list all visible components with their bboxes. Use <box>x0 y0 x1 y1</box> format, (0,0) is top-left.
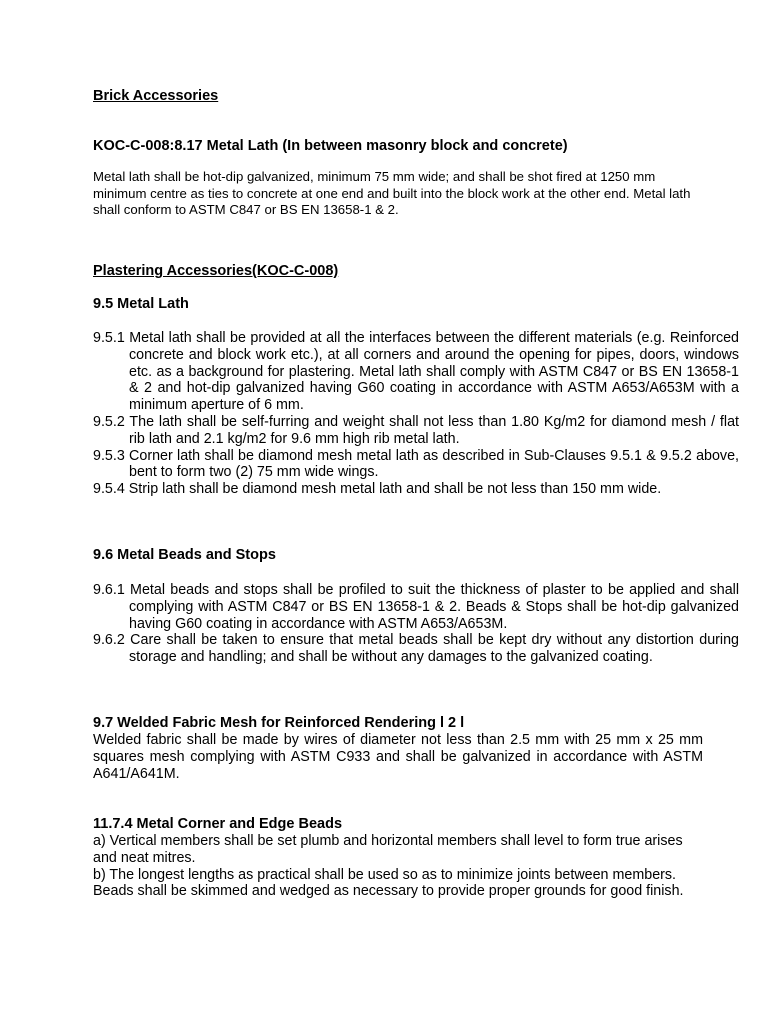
item-a: a) Vertical members shall be set plumb and horizontal members shall level to form true arises and neat mitres. <box>93 833 683 866</box>
metal-lath-koc-heading: KOC-C-008:8.17 Metal Lath (In between masonry block and concrete) <box>93 138 568 154</box>
metal-lath-koc-paragraph: Metal lath shall be hot-dip galvanized, minimum 75 mm wide; and shall be shot fired at 1250 mm minimum centre as ties to concrete at one end and built into the block work at the other end. Metal lath shall conform to ASTM C847 or BS EN 13658-1 & 2. <box>93 169 691 217</box>
section-9-6-heading: 9.6 Metal Beads and Stops <box>93 547 276 563</box>
section-11-7-4-heading: 11.7.4 Metal Corner and Edge Beads <box>93 816 343 832</box>
section-9-5-heading: 9.5 Metal Lath <box>93 296 189 312</box>
brick-accessories-heading: Brick Accessories <box>93 88 219 104</box>
section-9-6-clauses <box>93 582 739 666</box>
section-9-7-paragraph: Welded fabric shall be made by wires of diameter not less than 2.5 mm with 25 mm x 25 mm squares mesh complying with ASTM C933 and shall be galvanized in accordance with ASTM A641/A641M. <box>93 732 703 782</box>
clause-9-5-3: 9.5.3 Corner lath shall be diamond mesh metal lath as described in Sub-Clauses 9.5.1 & 9.5.2 above, bent to form two (2) 75 mm wide wings. <box>93 447 739 481</box>
clause-9-5-1: 9.5.1 Metal lath shall be provided at all the interfaces between the different materials (e.g. Reinforced concrete and block work etc.), at all corners and around the opening for pipes, doors, windows etc. as a background for plastering. Metal lath shall comply with ASTM C847 or BS EN 13658-1 & 2 and hot-dip galvanized having G60 coating in accordance with ASTM A653/A653M with a minimum aperture of 6 mm. <box>93 330 739 414</box>
section-11-7-4-items <box>93 833 703 900</box>
clause-9-5-4: 9.5.4 Strip lath shall be diamond mesh metal lath and shall be not less than 150 mm wide. <box>93 481 662 498</box>
item-b: b) The longest lengths as practical shall be used so as to minimize joints between members. Beads shall be skimmed and wedged as necessary to provide proper grounds for good finish. <box>93 866 684 900</box>
clause-9-6-1: 9.6.1 Metal beads and stops shall be profiled to suit the thickness of plaster to be applied and shall complying with ASTM C847 or BS EN 13658-1 & 2. Beads & Stops shall be hot-dip galvanized having G60 coating in accordance with ASTM A653/A653M. <box>93 582 739 632</box>
section-9-7-heading: 9.7 Welded Fabric Mesh for Reinforced Rendering l 2 l <box>93 715 465 731</box>
section-9-5-clauses <box>93 330 739 498</box>
clause-9-5-2: 9.5.2 The lath shall be self-furring and weight shall not less than 1.80 Kg/m2 for diamond mesh / flat rib lath and 2.1 kg/m2 for 9.6 mm high rib metal lath. <box>93 413 739 447</box>
plastering-accessories-heading: Plastering Accessories(KOC-C-008) <box>93 263 339 279</box>
clause-9-6-2: 9.6.2 Care shall be taken to ensure that metal beads shall be kept dry without any distortion during storage and handling; and shall be without any damages to the galvanized coating. <box>93 632 739 666</box>
